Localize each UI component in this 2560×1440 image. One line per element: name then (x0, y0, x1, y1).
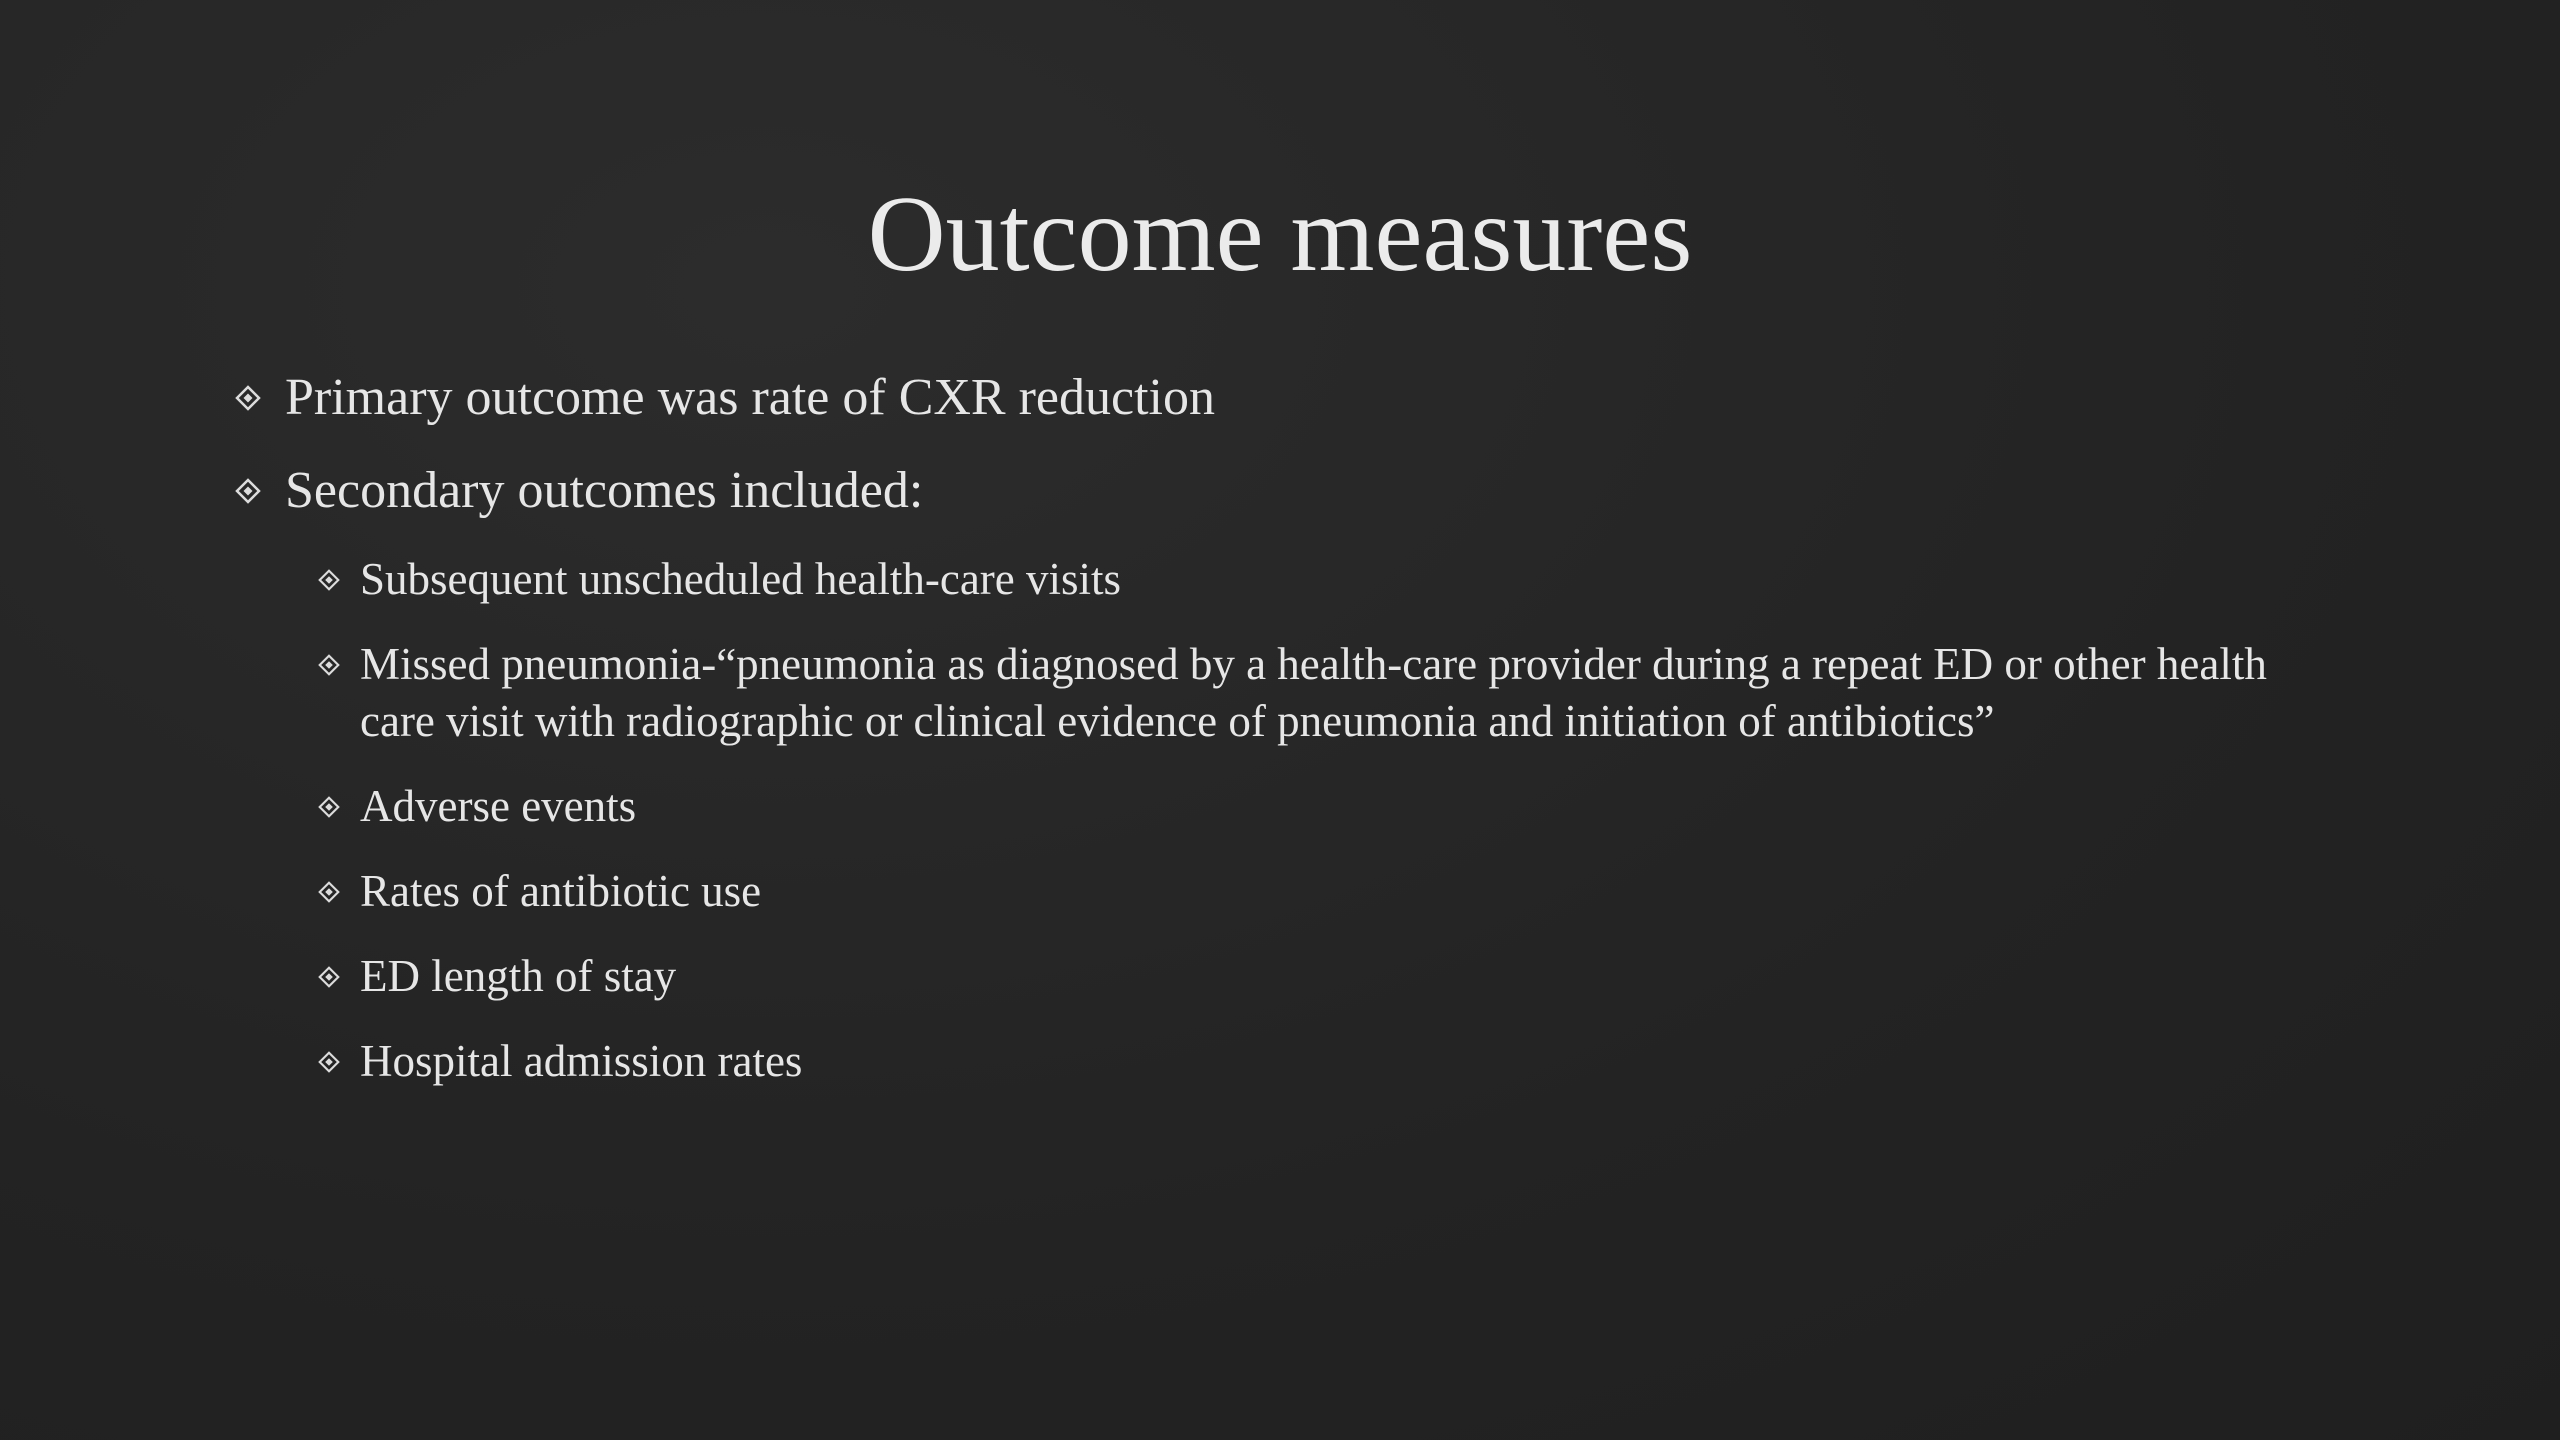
bullet-text: Secondary outcomes included: (285, 462, 924, 519)
slide-title: Outcome measures (867, 175, 1693, 294)
sub-bullet-text: Rates of antibiotic use (360, 866, 762, 916)
sub-bullet-text: ED length of stay (360, 951, 677, 1001)
sub-bullet-text: Adverse events (360, 781, 637, 831)
bullet-item (210, 458, 2370, 524)
diamond-bullet-icon (217, 458, 279, 524)
diamond-bullet-icon (298, 551, 360, 608)
diamond-bullet-icon (298, 778, 360, 835)
diamond-bullet-icon (298, 863, 360, 920)
sub-bullet-text: Subsequent unscheduled health-care visits (360, 554, 1122, 604)
diamond-bullet-icon (298, 636, 360, 693)
sub-bullet-item (210, 863, 2370, 920)
diamond-bullet-icon (298, 948, 360, 1005)
sub-bullet-text: Hospital admission rates (360, 1036, 803, 1086)
diamond-bullet-icon (298, 1033, 360, 1090)
sub-bullet-item (210, 636, 2370, 750)
sub-bullet-item (210, 778, 2370, 835)
sub-bullet-text: Missed pneumonia-“pneumonia as diagnosed by a health-care provider during a repeat ED or other health care visit with radiographic or clinical evidence of pneumonia and initiation of antibiotics” (360, 639, 2267, 746)
sub-bullet-item (210, 1033, 2370, 1090)
sub-bullet-item (210, 948, 2370, 1005)
diamond-bullet-icon (217, 365, 279, 431)
bullet-list (210, 365, 2370, 1118)
sub-bullet-item (210, 551, 2370, 608)
bullet-item (210, 365, 2370, 431)
bullet-text: Primary outcome was rate of CXR reduction (285, 369, 1215, 426)
